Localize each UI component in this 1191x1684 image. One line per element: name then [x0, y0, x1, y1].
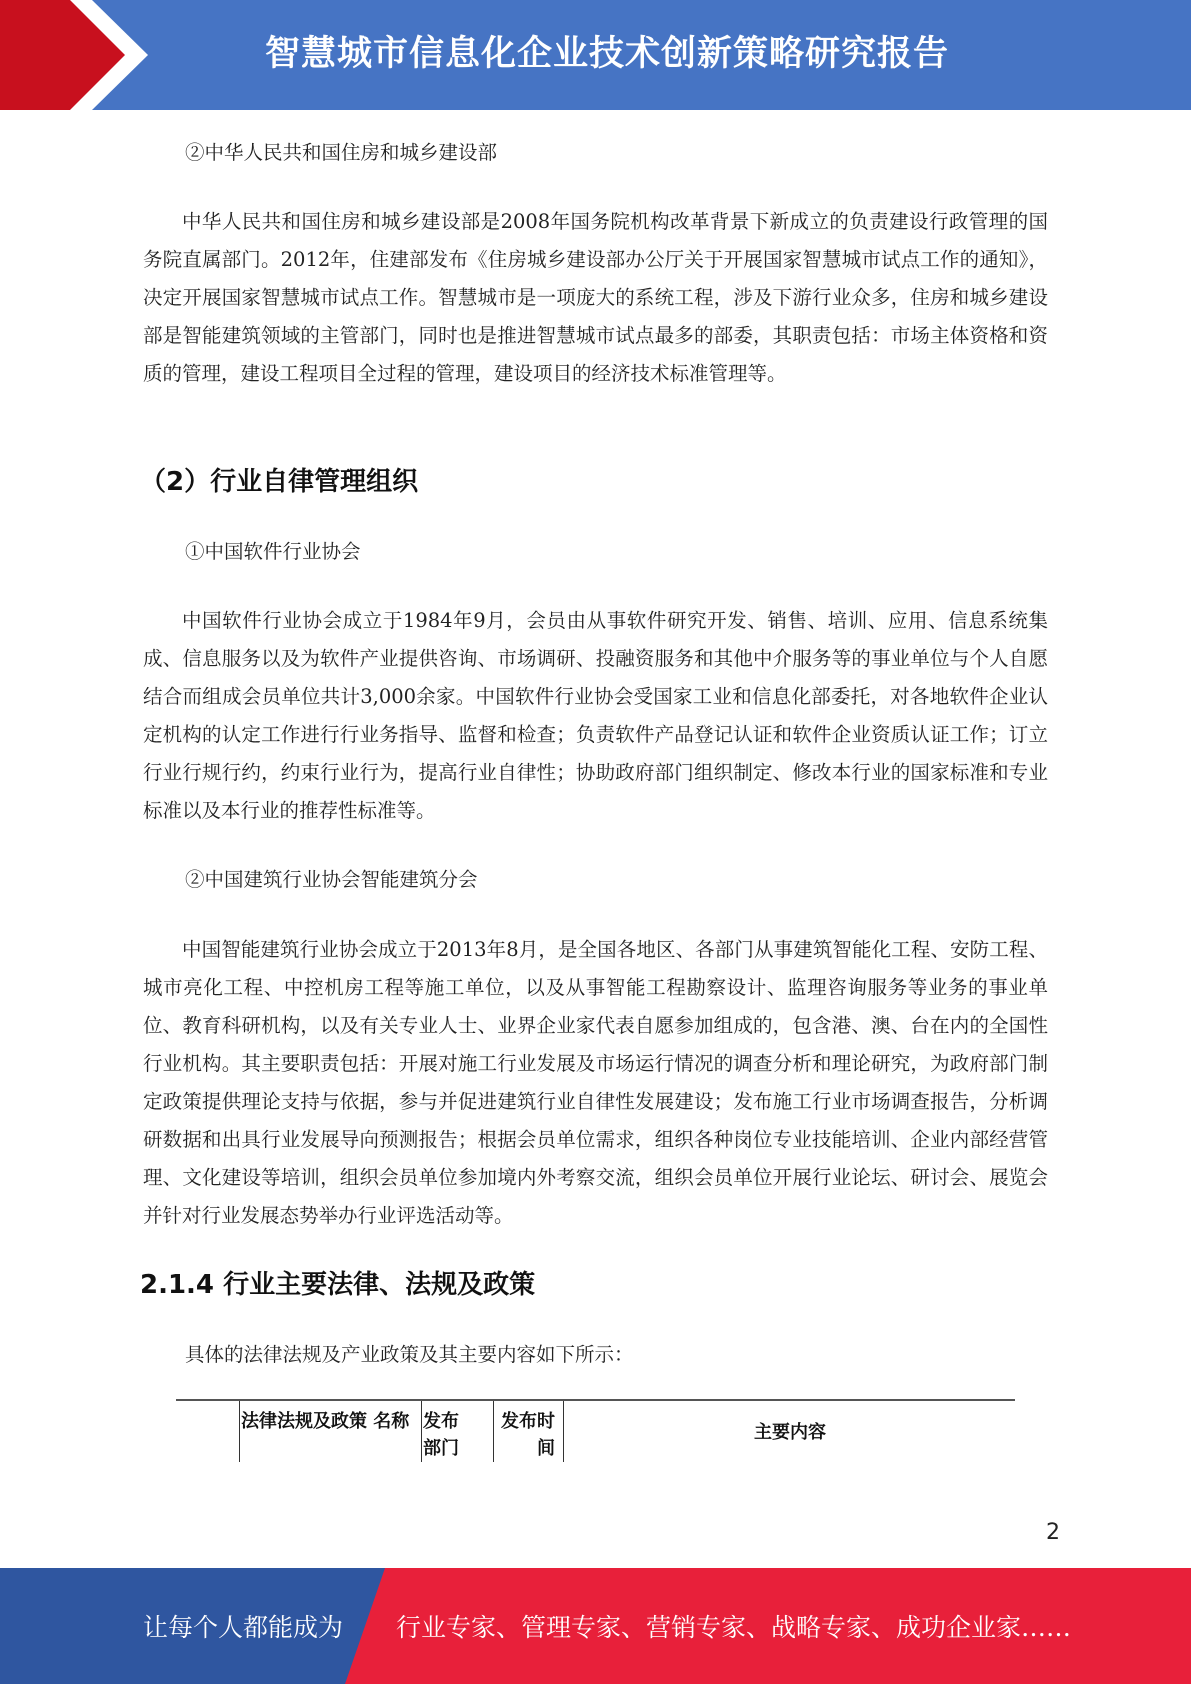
report-title: 智慧城市信息化企业技术创新策略研究报告: [265, 34, 950, 74]
heading-laws: 2.1.4 行业主要法律、法规及政策: [140, 1270, 536, 1300]
table-column-divider: [563, 1401, 564, 1462]
table-column-divider: [421, 1401, 422, 1462]
table-column-divider: [239, 1401, 240, 1462]
table-header-content: 主要内容: [754, 1422, 826, 1443]
page-header: [0, 0, 1191, 110]
table-header-dept: 发布部门: [423, 1411, 459, 1459]
item-housing-ministry: ②中华人民共和国住房和城乡建设部: [185, 141, 498, 164]
paragraph-building-association: 中国智能建筑行业协会成立于2013年8月，是全国各地区、各部门从事建筑智能化工程、安防工程、城市亮化工程、中控机房工程等施工单位，以及从事智能工程勘察设计、监理咨询服务等业务的事业单位、教育科研机构，以及有关专业人士、业界企业家代表自愿参加组成的，包含港、澳、台在内的全国性行业机构。其主要职责包括：开展对施工行业发展及市场运行情况的调查分析和理论研究，为政府部门制定政策提供理论支持与依据，参与并促进建筑行业自律性发展建设；发布施工行业市场调查报告，分析调研数据和出具行业发展导向预测报告；根据会员单位需求，组织各种岗位专业技能培训、企业内部经营管理、文化建设等培训，组织会员单位参加境内外考察交流，组织会员单位开展行业论坛、研讨会、展览会并针对行业发展态势举办行业评选活动等。: [143, 938, 1048, 1227]
page-number: 2: [1046, 1520, 1060, 1545]
footer-slogan-right: 行业专家、管理专家、营销专家、战略专家、成功企业家……: [396, 1613, 1072, 1642]
table-header-time: 发布时间: [501, 1411, 555, 1459]
page-footer: [0, 1568, 1191, 1684]
table-header-name: 法律法规及政策 名称: [241, 1411, 410, 1432]
heading-self-regulation: （2）行业自律管理组织: [140, 467, 419, 497]
paragraph-software-association: 中国软件行业协会成立于1984年9月，会员由从事软件研究开发、销售、培训、应用、信息系统集成、信息服务以及为软件产业提供咨询、市场调研、投融资服务和其他中介服务等的事业单位与个人自愿结合而组成会员单位共计3,000余家。中国软件行业协会受国家工业和信息化部委托，对各地软件企业认定机构的认定工作进行行业务指导、监督和检查；负责软件产品登记认证和软件企业资质认证工作；订立行业行规行约，约束行业行为，提高行业自律性；协助政府部门组织制定、修改本行业的国家标准和专业标准以及本行业的推荐性标准等。: [143, 609, 1048, 822]
item-building-association: ②中国建筑行业协会智能建筑分会: [185, 868, 478, 891]
paragraph-housing-ministry: 中华人民共和国住房和城乡建设部是2008年国务院机构改革背景下新成立的负责建设行政管理的国务院直属部门。2012年，住建部发布《住房城乡建设部办公厅关于开展国家智慧城市试点工作的通知》，决定开展国家智慧城市试点工作。智慧城市是一项庞大的系统工程，涉及下游行业众多，住房和城乡建设部是智能建筑领域的主管部门，同时也是推进智慧城市试点最多的部委，其职责包括：市场主体资格和资质的管理，建设工程项目全过程的管理，建设项目的经济技术标准管理等。: [143, 210, 1048, 385]
table-top-border: [176, 1399, 1015, 1401]
table-column-divider: [493, 1401, 494, 1462]
paragraph-laws-intro: 具体的法律法规及产业政策及其主要内容如下所示：: [185, 1343, 634, 1366]
item-software-association: ①中国软件行业协会: [185, 540, 361, 563]
footer-slogan-left: 让每个人都能成为: [143, 1613, 344, 1642]
